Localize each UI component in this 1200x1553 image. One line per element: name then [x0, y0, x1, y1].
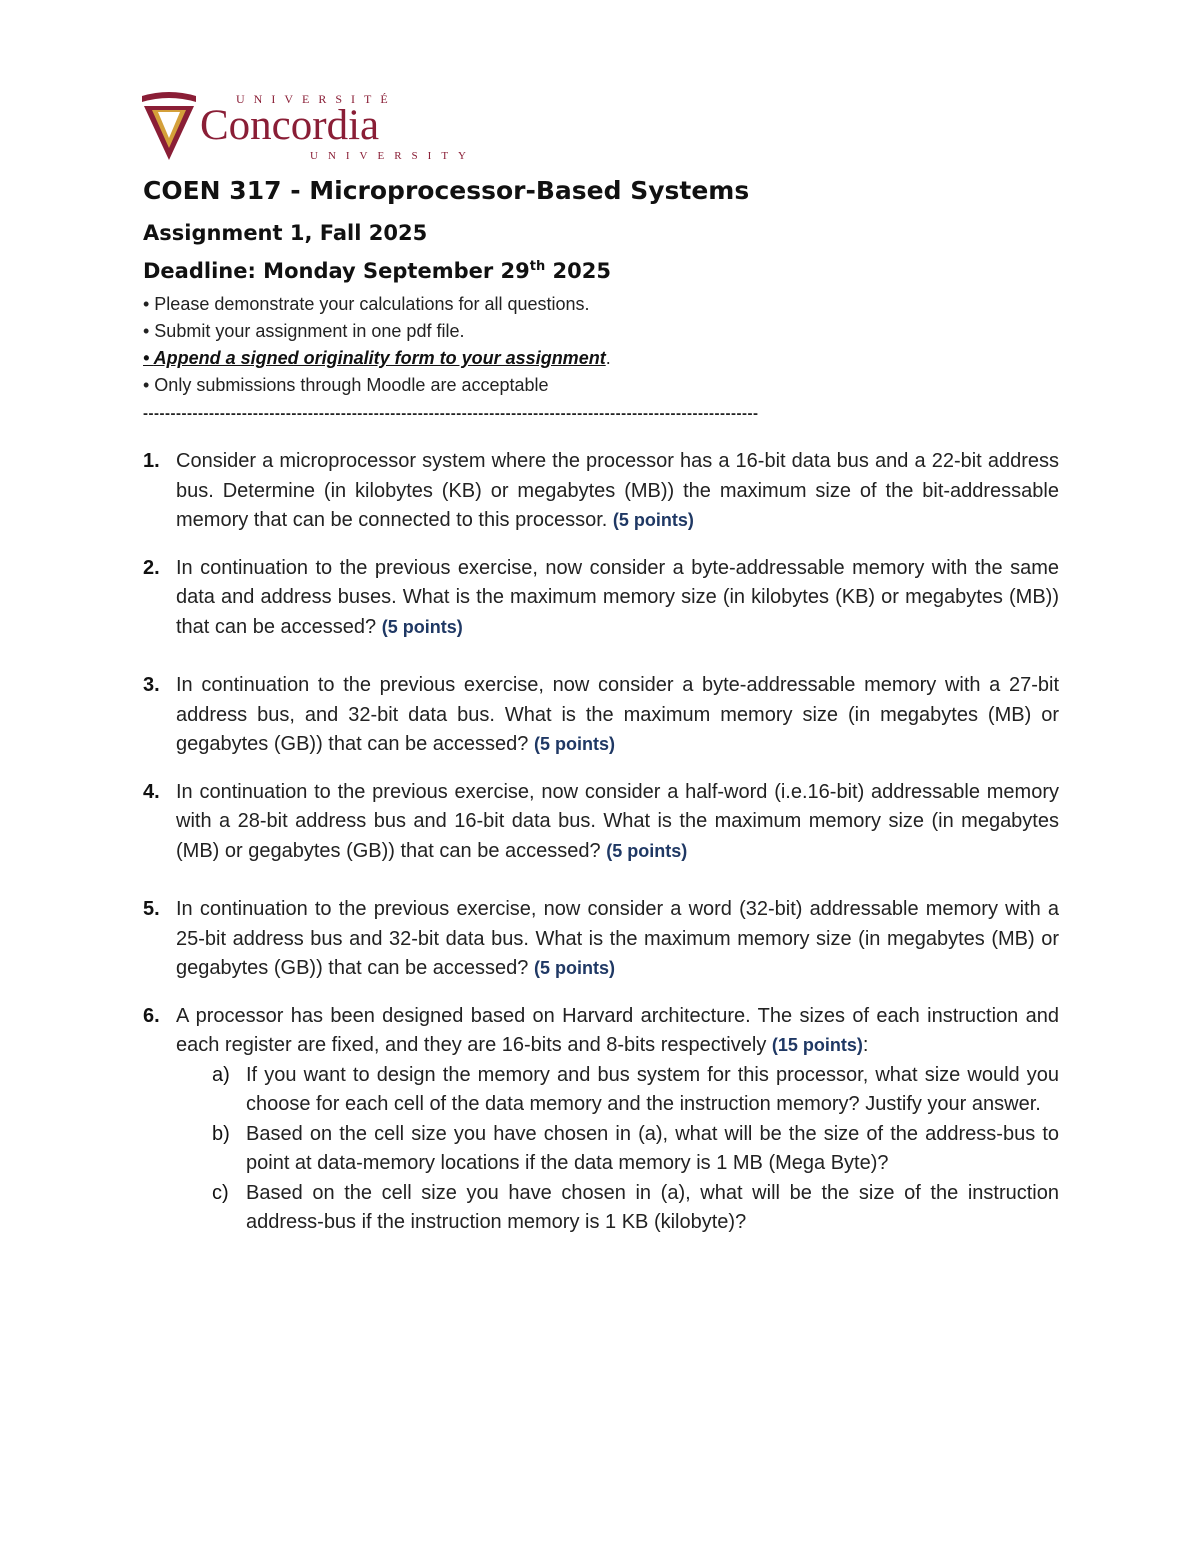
question-3 — [143, 671, 1059, 760]
question-text: In continuation to the previous exercise, now consider a word (32-bit) addressable memory with a 25-bit address bus and 32-bit data bus. What is the maximum memory size (in megabytes (MB) or gegabytes (GB)) that can be accessed? — [176, 898, 1059, 979]
assignment-subtitle: Assignment 1, Fall 2025 — [143, 221, 428, 245]
sub-question-label: c) — [212, 1181, 229, 1204]
sub-question-b — [176, 1120, 1059, 1179]
deadline-suffix: 2025 — [545, 259, 611, 283]
deadline-prefix: Deadline: Monday September 29 — [143, 259, 530, 283]
question-points: (5 points) — [612, 510, 694, 530]
question-points: (5 points) — [606, 840, 688, 861]
question-points: (15 points) — [771, 1035, 863, 1055]
question-text: In continuation to the previous exercise, now consider a byte-addressable memory with the same data and address buses. What is the maximum memory size (in kilobytes (KB) or megabytes (MB)) that can be accessed? — [176, 556, 1059, 638]
instruction-item: • Please demonstrate your calculations for all questions. — [143, 294, 590, 314]
question-text-wrap — [176, 778, 1059, 867]
instructions-list — [143, 291, 1063, 399]
question-number: 3. — [143, 674, 160, 696]
header-block — [143, 176, 1063, 422]
sub-question-a — [176, 1061, 1059, 1120]
question-text: In continuation to the previous exercise, now consider a byte-addressable memory with a 27-bit address bus, and 32-bit data bus. What is the maximum memory size (in megabytes (MB) or gegabytes (GB)) that can be accessed? — [176, 674, 1059, 755]
instruction-bullet: • — [143, 348, 154, 368]
question-number: 4. — [143, 780, 160, 803]
question-text: In continuation to the previous exercise, now consider a half-word (i.e.16-bit) addressable memory with a 28-bit address bus and 16-bit data bus. What is the maximum memory size (in megabytes (MB) or gegabytes (GB)) that can be accessed? — [176, 780, 1059, 862]
question-number: 2. — [143, 556, 160, 579]
sub-question-label: a) — [212, 1063, 230, 1086]
question-5 — [143, 895, 1059, 984]
question-text-wrap — [176, 895, 1059, 984]
concordia-logo — [140, 88, 476, 168]
question-text-wrap — [176, 554, 1059, 643]
question-2 — [143, 554, 1059, 643]
sub-question-text: Based on the cell size you have chosen in (a), what will be the size of the instruction address-bus if the instruction memory is 1 KB (kilobyte)? — [246, 1181, 1059, 1233]
question-text-wrap — [176, 1002, 1059, 1061]
question-4 — [143, 778, 1059, 867]
sub-question-c — [176, 1179, 1059, 1238]
instruction-item: • Submit your assignment in one pdf file. — [143, 321, 465, 341]
originality-form-instruction: Append a signed originality form to your assignment — [153, 348, 606, 368]
question-number: 1. — [143, 450, 160, 472]
question-1 — [143, 447, 1059, 536]
logo-main-text: Concordia — [200, 102, 380, 149]
divider-line: ---------------------------------------------------------------------------------------------------------------- — [143, 405, 759, 422]
questions-list — [143, 447, 1059, 1238]
deadline-sup: th — [529, 259, 546, 274]
question-text-wrap — [176, 447, 1059, 536]
instruction-item: • Only submissions through Moodle are acceptable — [143, 375, 549, 395]
deadline — [143, 259, 1063, 283]
question-points: (5 points) — [533, 734, 615, 754]
logo-bottom-text: UNIVERSITY — [310, 150, 476, 162]
question-number: 5. — [143, 898, 160, 920]
instruction-end: . — [605, 348, 611, 368]
logo-top-text: UNIVERSITÉ — [236, 92, 397, 106]
sub-question-text: Based on the cell size you have chosen in (a), what will be the size of the address-bus to point at data-memory locations if the data memory is 1 MB (Mega Byte)? — [246, 1122, 1059, 1174]
question-number: 6. — [143, 1004, 160, 1027]
concordia-shield-icon — [140, 90, 198, 168]
question-text: A processor has been designed based on Harvard architecture. The sizes of each instruction and each register are fixed, and they are 16-bits and 8-bits respectively — [176, 1004, 1059, 1056]
question-text-wrap — [176, 671, 1059, 760]
instruction-item — [143, 345, 1063, 372]
question-text: Consider a microprocessor system where the processor has a 16-bit data bus and a 22-bit address bus. Determine (in kilobytes (KB) or megabytes (MB)) the maximum size of the bit-addressable memory that can be connected to this processor. — [176, 450, 1059, 531]
question-text-end: : — [862, 1034, 869, 1056]
sub-question-label: b) — [212, 1122, 230, 1145]
sub-question-text: If you want to design the memory and bus system for this processor, what size would you choose for each cell of the data memory and the instruction memory? Justify your answer. — [246, 1063, 1059, 1115]
question-points: (5 points) — [381, 616, 463, 637]
question-6 — [143, 1002, 1059, 1061]
question-points: (5 points) — [533, 958, 615, 978]
page-title: COEN 317 - Microprocessor-Based Systems — [143, 176, 750, 205]
